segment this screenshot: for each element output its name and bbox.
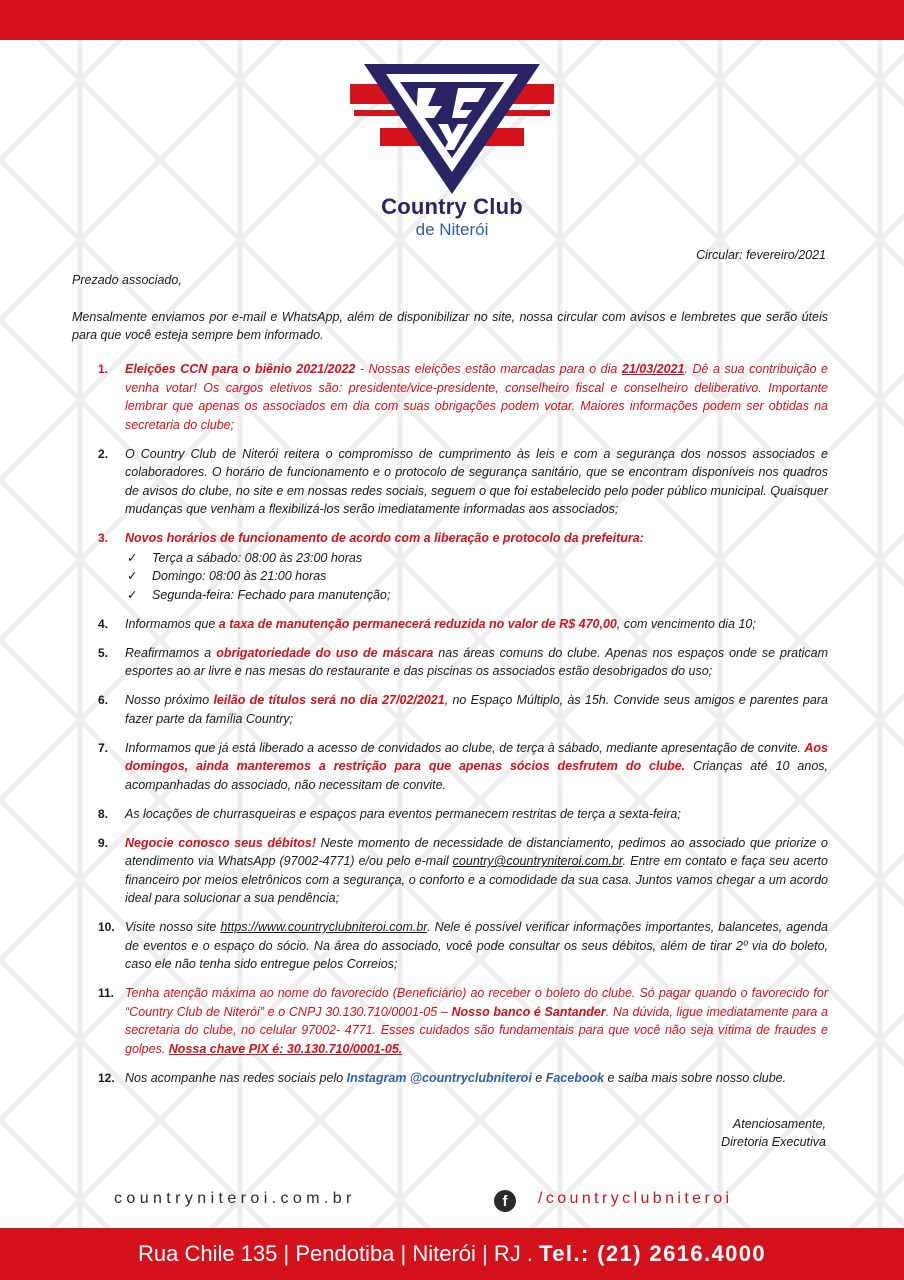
item-text: O Country Club de Niterói reitera o compromisso de cumprimento às leis e com a segurança dos nossos associados e colaboradores. O horário de funcionamento e o protocolo de segurança sanitário, que se encontram disponíveis nos quadros de avisos do clube, no site e em nossas redes sociais, seguem o que foi estabelecido pelo poder público municipal. Quaisquer mudanças que venham a flexibilizá-los serão imediatamente informadas aos associados;	[125, 446, 828, 516]
email-link[interactable]: country@countryniteroi.com.br	[452, 854, 623, 868]
item-text: Informamos que	[125, 616, 219, 631]
website-link[interactable]: https://www.countryclubniteroi.com.br	[220, 920, 427, 934]
closing: Atenciosamente,	[732, 1117, 826, 1131]
item-text: Reafirmamos a	[125, 645, 217, 660]
club-emblem	[340, 58, 564, 198]
list-item	[72, 691, 828, 728]
item-highlight: obrigatoriedade do uso de máscara	[216, 645, 434, 660]
check-icon: ✓	[127, 550, 138, 565]
item-text: Nosso próximo	[125, 693, 214, 707]
list-item	[72, 529, 828, 604]
circular-date: Circular: fevereiro/2021	[696, 248, 826, 262]
bank-highlight: Nosso banco é Santander	[451, 1004, 606, 1019]
address-text: Rua Chile 135 | Pendotiba | Niterói | RJ .	[137, 1241, 540, 1266]
election-date: 21/03/2021	[621, 362, 685, 376]
item-number: 11.	[98, 986, 115, 1000]
item-number: 3.	[98, 531, 109, 545]
item-number: 10.	[98, 920, 115, 934]
check-icon: ✓	[127, 587, 138, 602]
item-number: 5.	[98, 645, 109, 660]
list-item	[72, 805, 828, 824]
logo-title: Country Club	[381, 194, 523, 219]
logo-subtitle: de Niterói	[415, 220, 489, 239]
item-text: . Na dúvida, ligue imediatamente para a secretaria do clube, no celular 97002- 4771. Esses cuidados são fundamentais para que você não seja vítima de fraudes e golpes.	[125, 1004, 828, 1056]
item-number: 7.	[98, 740, 109, 755]
item-number: 8.	[98, 806, 109, 821]
item-number: 9.	[98, 835, 109, 850]
list-item	[125, 567, 828, 586]
item-text: . Entre em contato e faça seu acerto financeiro por meios eletrônicos com a segurança, o conforto e a comodidade da sua casa. Juntos vamos chegar a um acordo ideal para solucionar a sua pendência;	[125, 854, 828, 905]
hours-list	[125, 549, 828, 605]
bottom-red-bar	[0, 1228, 904, 1280]
item-text: e	[531, 1070, 546, 1085]
item-text: As locações de churrasqueiras e espaços para eventos permanecem restritas de terça a sexta-feira;	[125, 806, 681, 821]
greeting: Prezado associado,	[72, 273, 182, 287]
item-text: - Nossas eleições estão marcadas para o dia	[355, 362, 622, 376]
list-item	[72, 1069, 828, 1088]
item-number: 12.	[98, 1070, 115, 1085]
list-item	[72, 834, 828, 908]
check-icon: ✓	[127, 569, 138, 583]
item-highlight: Negocie conosco seus débitos!	[125, 835, 316, 850]
facebook-link[interactable]: Facebook	[545, 1070, 605, 1085]
footer-website[interactable]: countryniteroi.com.br	[114, 1190, 356, 1207]
footer-social-handle[interactable]: /countryclubniteroi	[538, 1190, 733, 1207]
list-item	[125, 549, 828, 568]
item-highlight: a taxa de manutenção permanecerá reduzida no valor de R$ 470,00	[218, 616, 617, 631]
list-item	[72, 360, 828, 434]
item-number: 6.	[98, 693, 109, 707]
pix-key: Nossa chave PIX é: 30.130.710/0001-05.	[168, 1041, 403, 1056]
notice-list	[72, 360, 828, 1098]
list-item	[72, 615, 828, 634]
item-text: Informamos que já está liberado a acesso de convidados ao clube, de terça à sábado, mediante apresentação de convite.	[125, 740, 805, 755]
list-item	[72, 984, 828, 1058]
facebook-icon: f	[494, 1190, 516, 1212]
item-title: Eleições CCN para o biênio 2021/2022	[125, 362, 356, 376]
item-highlight: Aos domingos, ainda manteremos a restrição para que apenas sócios desfrutem do clube.	[125, 740, 828, 773]
item-number: 2.	[98, 446, 109, 461]
item-text: , com vencimento dia 10;	[616, 616, 756, 631]
top-red-bar	[0, 0, 904, 40]
item-text: e saiba mais sobre nosso clube.	[604, 1070, 787, 1085]
list-item	[125, 586, 828, 605]
intro-paragraph: Mensalmente enviamos por e-mail e WhatsApp, além de disponibilizar no site, nossa circular com avisos e lembretes que serão úteis para que você esteja sempre bem informado.	[72, 310, 828, 342]
item-text: , no Espaço Múltiplo, às 15h. Convide seus amigos e parentes para fazer parte da família Country;	[125, 693, 828, 726]
item-number: 4.	[98, 616, 109, 631]
item-text: . Nele é possível verificar informações importantes, balancetes, agenda de eventos e o espaço do sócio. Na área do associado, você pode consultar os seus débitos, além de tirar 2º via do boleto, caso ele não tenha sido entregue pelos Correios;	[125, 920, 828, 971]
item-text: Nos acompanhe nas redes sociais pelo	[125, 1070, 347, 1085]
item-text: nas áreas comuns do clube. Apenas nos espaços onde se praticam esportes ao ar livre e nas mesas do restaurante e das piscinas os associados estão desobrigados do uso;	[125, 645, 828, 678]
list-item	[72, 918, 828, 974]
item-title: Novos horários de funcionamento de acordo com a liberação e protocolo da prefeitura:	[125, 531, 644, 545]
item-text: Visite nosso site	[125, 920, 221, 934]
signature-block	[721, 1115, 826, 1151]
item-highlight: leilão de títulos será no dia 27/02/2021	[213, 693, 445, 707]
instagram-handle[interactable]: Instagram @countryclubniteroi	[346, 1070, 532, 1085]
item-text: . Dê a sua contribuição e venha votar! Os cargos eletivos são: presidente/vice-presidente, conselheiro fiscal e conselheiro deliberativo. Importante lembrar que apenas os associados em dia com suas obrigações podem votar. Maiores informações podem ser obtidas na secretaria do clube;	[125, 362, 828, 432]
signatory: Diretoria Executiva	[721, 1135, 826, 1149]
phone-number: Tel.: (21) 2616.4000	[539, 1241, 767, 1266]
hours-text: Domingo: 08:00 às 21:00 horas	[152, 569, 327, 583]
hours-text: Terça a sábado: 08:00 às 23:00 horas	[152, 550, 363, 565]
club-logo	[340, 58, 564, 248]
list-item	[72, 644, 828, 681]
list-item	[72, 445, 828, 519]
list-item	[72, 739, 828, 795]
footer-address	[0, 1241, 904, 1267]
item-text: Crianças até 10 anos, acompanhadas do associado, não necessitam de convite.	[125, 759, 829, 792]
item-text: Neste momento de necessidade de distanciamento, pedimos ao associado que priorize o atendimento via WhatsApp (97002-4771) e/ou pelo e-mail	[125, 835, 828, 868]
item-number: 1.	[98, 362, 109, 376]
hours-text: Segunda-feira: Fechado para manutenção;	[152, 587, 391, 602]
item-text: Tenha atenção máxima ao nome do favorecido (Beneficiário) ao receber o boleto do clube. Só pagar quando o favorecido for “Country Club de Niterói” e o CNPJ 30.130.710/0001-05 –	[125, 986, 828, 1019]
